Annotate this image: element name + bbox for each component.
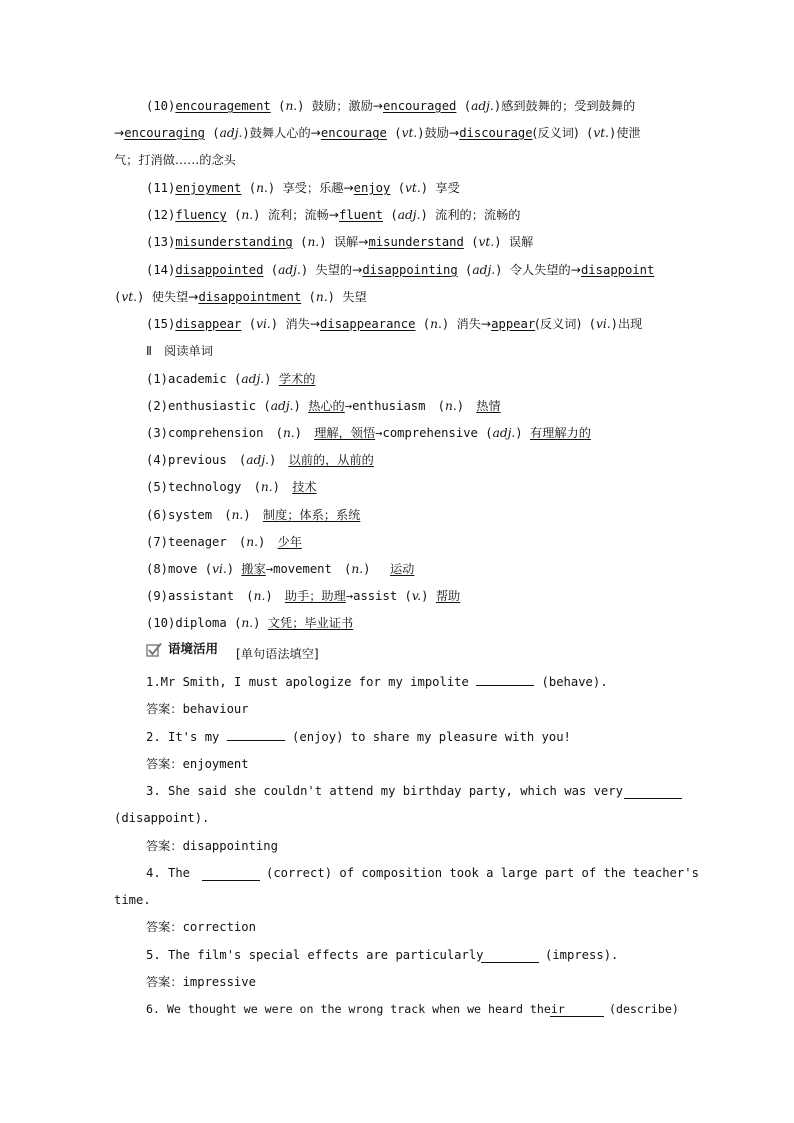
- part-of-speech: v.: [411, 589, 422, 603]
- part-of-speech: adj.: [471, 99, 494, 113]
- meaning-answer: 热情: [476, 399, 501, 413]
- meaning: 感到鼓舞的；受到鼓舞的: [501, 99, 636, 113]
- question-text: 2. It's my: [146, 730, 227, 744]
- question-3-line2: (disappoint).: [114, 811, 210, 825]
- part-of-speech: n.: [246, 535, 258, 549]
- meaning: 鼓励→: [424, 126, 460, 140]
- item-number: (6): [146, 508, 169, 522]
- word: discourage: [459, 126, 533, 140]
- item-number: (15): [146, 317, 176, 331]
- reading-item-1: (1)academic (adj.) 学术的: [146, 372, 316, 386]
- exercise-subheading: [单句语法填空]: [236, 647, 319, 661]
- answer-blank: [550, 1006, 604, 1017]
- question-text: 4. The: [146, 866, 191, 880]
- meaning-answer: 制度；体系；系统: [262, 508, 361, 522]
- answer-5: [146, 973, 256, 991]
- question-5-end: (impress).: [545, 948, 619, 962]
- word: assistant: [168, 589, 235, 603]
- item-number: (7): [146, 535, 169, 549]
- checkbox-tick-icon: [146, 642, 162, 658]
- vocab-item-10-line2: →encouraging (adj.)鼓舞人心的→encourage (vt.)鼓励→discourage(反义词) (vt.)使泄: [114, 126, 641, 140]
- vocab-item-10-line3: 气；打消做……的念头: [114, 153, 236, 167]
- answer-text: disappointing: [182, 839, 278, 853]
- part-of-speech: n.: [282, 426, 295, 440]
- word: enjoyment: [175, 181, 242, 195]
- word: disappear: [175, 317, 242, 331]
- part-of-speech: n.: [285, 99, 298, 113]
- meaning: (反义词): [535, 317, 582, 331]
- word: enthusiastic: [168, 399, 257, 413]
- question-6: [146, 1000, 565, 1018]
- part-of-speech: vi.: [212, 562, 227, 576]
- part-of-speech: n.: [351, 562, 364, 576]
- word: technology: [168, 480, 242, 494]
- question-4-line1: [146, 864, 190, 882]
- vocab-item-10-line1: (10)encouragement (n.) 鼓励；激励→encouraged (adj.)感到鼓舞的；受到鼓舞的: [146, 99, 636, 113]
- word: encouraged: [383, 99, 457, 113]
- derived-word: →enthusiasm: [344, 399, 426, 413]
- reading-item-5: (5)technology (n.) 技术: [146, 480, 317, 494]
- vocab-item-14-line2: (vt.) 使失望→disappointment (n.) 失望: [114, 290, 367, 304]
- meaning-answer: 学术的: [278, 372, 316, 386]
- item-number: (14): [146, 263, 176, 277]
- part-of-speech: n.: [307, 235, 320, 249]
- item-number: (9): [146, 589, 169, 603]
- meaning-answer: 帮助: [435, 589, 461, 603]
- word: encourage: [320, 126, 387, 140]
- answer-1: [146, 700, 249, 718]
- derived-word: →assist: [345, 589, 398, 603]
- part-of-speech: vi.: [256, 317, 271, 331]
- meaning: 鼓舞人心的→: [249, 126, 321, 140]
- vocab-item-12: (12)fluency (n.) 流利；流畅→fluent (adj.) 流利的；流畅的: [146, 208, 521, 222]
- meaning: 误解→: [333, 235, 369, 249]
- meaning: 出现: [617, 317, 643, 331]
- answer-4: [146, 918, 256, 936]
- item-number: (10): [146, 99, 176, 113]
- word: teenager: [168, 535, 227, 549]
- derived-word: →comprehensive: [375, 426, 478, 440]
- meaning: 失望的→: [315, 263, 363, 277]
- meaning: 消失→: [285, 317, 321, 331]
- meaning-answer: 少年: [277, 535, 302, 549]
- meaning-answer: 理解，领悟: [314, 426, 376, 440]
- question-5: [146, 946, 484, 964]
- part-of-speech: vt.: [478, 235, 495, 249]
- meaning: 误解: [508, 235, 534, 249]
- vocab-item-15: (15)disappear (vi.) 消失→disappearance (n.) 消失→appear(反义词) (vi.)出现: [146, 317, 643, 331]
- arrow: →: [114, 126, 125, 140]
- meaning-answer: 搬家: [241, 562, 266, 576]
- word: move: [168, 562, 198, 576]
- word: diploma: [175, 616, 227, 630]
- meaning-answer: 助手；助理: [284, 589, 346, 603]
- item-number: (5): [146, 480, 169, 494]
- meaning: 流利；流畅→: [267, 208, 339, 222]
- answer-2: [146, 755, 249, 773]
- word: fluency: [175, 208, 227, 222]
- question-text: 1.Mr Smith, I must apologize for my impolite: [146, 675, 477, 689]
- word: disappointing: [362, 263, 458, 277]
- item-number: (10): [146, 616, 176, 630]
- part-of-speech: adj.: [472, 263, 496, 277]
- question-4-line2: time.: [114, 893, 151, 907]
- item-number: (4): [146, 453, 169, 467]
- meaning: 失望: [342, 290, 367, 304]
- meaning: 消失→: [456, 317, 492, 331]
- item-number: (12): [146, 208, 176, 222]
- part-of-speech: n.: [253, 589, 266, 603]
- question-4-line1-rest: (correct) of composition took a large part of the teacher's: [266, 866, 699, 880]
- meaning: 使失望→: [151, 290, 199, 304]
- question-1: [146, 673, 608, 691]
- part-of-speech: n.: [445, 399, 457, 413]
- meaning-answer: 有理解力的: [529, 426, 591, 440]
- answer-label: 答案：: [146, 757, 183, 771]
- word: fluent: [339, 208, 384, 222]
- meaning: 流利的；流畅的: [435, 208, 521, 222]
- question-text: 6. We thought we were on the wrong track when we heard their: [146, 1002, 565, 1016]
- reading-item-4: (4)previous (adj.) 以前的，从前的: [146, 453, 374, 467]
- reading-item-6: (6)system (n.) 制度；体系；系统: [146, 508, 361, 522]
- word: encouragement: [175, 99, 271, 113]
- part-of-speech: vt.: [405, 181, 421, 195]
- part-of-speech: adj.: [278, 263, 301, 277]
- word: misunderstanding: [175, 235, 293, 249]
- answer-text: behaviour: [182, 702, 249, 716]
- word: enjoy: [353, 181, 391, 195]
- word: misunderstand: [368, 235, 464, 249]
- answer-blank: [227, 730, 285, 741]
- answer-label: 答案：: [146, 839, 183, 853]
- word: previous: [168, 453, 227, 467]
- part-of-speech: adj.: [397, 208, 421, 222]
- word: academic: [168, 372, 227, 386]
- part-of-speech: n.: [260, 480, 273, 494]
- part-of-speech: n.: [241, 208, 254, 222]
- answer-blank: [476, 675, 534, 686]
- word: comprehension: [168, 426, 264, 440]
- answer-3: [146, 837, 278, 855]
- word: disappointment: [198, 290, 302, 304]
- answer-label: 答案：: [146, 920, 183, 934]
- meaning-answer: 技术: [292, 480, 317, 494]
- answer-label: 答案：: [146, 702, 183, 716]
- question-text: 5. The film's special effects are particularly: [146, 948, 484, 962]
- word: appear: [491, 317, 536, 331]
- item-number: (13): [146, 235, 176, 249]
- vocab-item-11: (11)enjoyment (n.) 享受；乐趣→enjoy (vt.) 享受: [146, 181, 460, 195]
- word: encouraging: [124, 126, 205, 140]
- question-text: (behave).: [534, 675, 608, 689]
- meaning: 享受: [435, 181, 460, 195]
- part-of-speech: adj.: [246, 453, 269, 467]
- vocab-item-14-line1: (14)disappointed (adj.) 失望的→disappointing (adj.) 令人失望的→disappoint: [146, 263, 655, 277]
- word: disappearance: [320, 317, 416, 331]
- item-number: (3): [146, 426, 169, 440]
- meaning: (反义词): [532, 126, 579, 140]
- question-text: (enjoy) to share my pleasure with you!: [284, 730, 571, 744]
- meaning-answer: 文凭；毕业证书: [267, 616, 354, 630]
- part-of-speech: n.: [430, 317, 442, 331]
- answer-text: correction: [182, 920, 256, 934]
- meaning: 使泄: [616, 126, 641, 140]
- item-number: (8): [146, 562, 169, 576]
- item-number: (1): [146, 372, 169, 386]
- reading-item-10: (10)diploma (n.) 文凭；毕业证书: [146, 616, 354, 630]
- reading-item-9: (9)assistant (n.) 助手；助理→assist (v.) 帮助: [146, 589, 461, 603]
- answer-blank: [202, 870, 260, 881]
- answer-blank: [481, 952, 539, 963]
- word: disappoint: [580, 263, 655, 277]
- reading-section-heading: Ⅱ 阅读单词: [146, 344, 213, 358]
- meaning-answer: 以前的，从前的: [288, 453, 374, 467]
- meaning-answer: 热心的: [308, 399, 345, 413]
- part-of-speech: adj.: [241, 372, 265, 386]
- part-of-speech: n.: [231, 508, 244, 522]
- question-6-end: (describe): [609, 1002, 679, 1016]
- part-of-speech: n.: [241, 616, 254, 630]
- part-of-speech: vt.: [593, 126, 610, 140]
- question-3-line1: [146, 782, 623, 800]
- meaning-answer: 运动: [389, 562, 415, 576]
- word: disappointed: [175, 263, 264, 277]
- derived-word: →movement: [265, 562, 332, 576]
- answer-text: enjoyment: [182, 757, 249, 771]
- word: system: [168, 508, 213, 522]
- answer-label: 答案：: [146, 975, 183, 989]
- meaning: 享受；乐趣→: [282, 181, 354, 195]
- reading-item-2: (2)enthusiastic (adj.) 热心的→enthusiasm (n.) 热情: [146, 399, 501, 413]
- answer-text: impressive: [182, 975, 256, 989]
- vocab-item-13: (13)misunderstanding (n.) 误解→misunderstand (vt.) 误解: [146, 235, 534, 249]
- meaning: 令人失望的→: [509, 263, 581, 277]
- meaning: 鼓励；激励→: [311, 99, 384, 113]
- part-of-speech: adj.: [270, 399, 294, 413]
- reading-item-8: (8)move (vi.) 搬家→movement (n.) 运动: [146, 562, 415, 576]
- part-of-speech: n.: [256, 181, 268, 195]
- part-of-speech: vi.: [595, 317, 611, 331]
- reading-item-7: (7)teenager (n.) 少年: [146, 535, 302, 549]
- item-number: (2): [146, 399, 169, 413]
- answer-blank: [624, 788, 682, 799]
- part-of-speech: adj.: [492, 426, 516, 440]
- exercise-section-heading: 语境活用: [168, 641, 219, 656]
- question-text: 3. She said she couldn't attend my birthday party, which was very: [146, 784, 623, 798]
- part-of-speech: adj.: [219, 126, 243, 140]
- part-of-speech: vt.: [401, 126, 418, 140]
- part-of-speech: n.: [315, 290, 328, 304]
- question-2: [146, 728, 571, 746]
- reading-item-3: (3)comprehension (n.) 理解，领悟→comprehensive (adj.) 有理解力的: [146, 426, 591, 440]
- item-number: (11): [146, 181, 176, 195]
- part-of-speech: vt.: [121, 290, 138, 304]
